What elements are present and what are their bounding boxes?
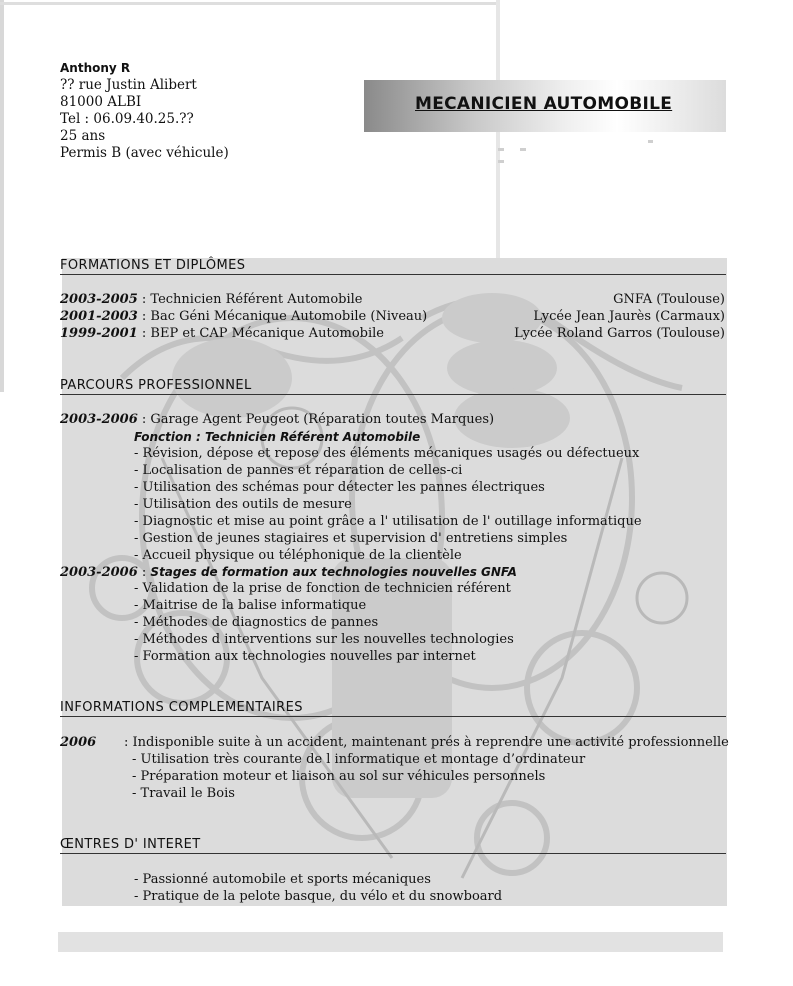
formation-years: 2003-2005: [60, 292, 138, 307]
list-item: - Préparation moteur et liaison au sol sur véhicules personnels: [132, 769, 546, 784]
formation-desc: : BEP et CAP Mécanique Automobile: [137, 326, 384, 341]
list-item: - Révision, dépose et repose des éléments mécaniques usagés ou défectueux: [134, 446, 640, 461]
candidate-name: Anthony R: [60, 61, 131, 75]
formation-desc: : Bac Géni Mécanique Automobile (Niveau): [137, 309, 428, 324]
list-item: - Travail le Bois: [132, 786, 235, 801]
city-line: 81000 ALBI: [60, 94, 142, 110]
list-item: - Utilisation très courante de l informatique et montage d’ordinateur: [132, 752, 586, 767]
footer-bar: [58, 932, 723, 952]
list-item: - Utilisation des outils de mesure: [134, 497, 352, 512]
list-item: - Passionné automobile et sports mécaniques: [134, 872, 431, 887]
section-title-infos: INFORMATIONS COMPLEMENTAIRES: [60, 700, 303, 715]
info-year: 2006: [60, 735, 97, 750]
list-item: - Formation aux technologies nouvelles par internet: [134, 649, 476, 664]
phone-line: Tel : 06.09.40.25.??: [60, 111, 194, 127]
formation-years: 2001-2003: [60, 309, 138, 324]
section-rule: [60, 853, 726, 854]
license-line: Permis B (avec véhicule): [60, 145, 229, 161]
job-years: 2003-2006: [60, 565, 138, 580]
section-rule: [60, 394, 726, 395]
job-row-1: [60, 412, 494, 428]
info-row: [60, 735, 96, 751]
top-edge-line: [0, 2, 496, 5]
section-title-interets: ŒNTRES D' INTERET: [60, 837, 201, 852]
formation-row-2: [60, 309, 427, 325]
job-title: MECANICIEN AUTOMOBILE: [415, 94, 673, 114]
list-item: - Maitrise de la balise informatique: [134, 598, 367, 613]
age-line: 25 ans: [60, 128, 106, 144]
list-item: - Validation de la prise de fonction de technicien référent: [134, 581, 511, 596]
list-item: - Utilisation des schémas pour détecter les pannes électriques: [134, 480, 545, 495]
list-item: - Méthodes de diagnostics de pannes: [134, 615, 379, 630]
formation-desc: : Technicien Référent Automobile: [137, 292, 363, 307]
info-desc: : Indisponible suite à un accident, maintenant prés à reprendre une activité professionnelle: [124, 735, 729, 750]
address-line: ?? rue Justin Alibert: [60, 77, 197, 93]
section-title-parcours: PARCOURS PROFESSIONNEL: [60, 378, 252, 393]
job-desc: : Garage Agent Peugeot (Réparation toutes Marques): [137, 412, 495, 427]
job-row-2: [60, 564, 517, 581]
formation-row-3: [60, 326, 384, 342]
job-years: 2003-2006: [60, 412, 138, 427]
formation-school: GNFA (Toulouse): [613, 292, 725, 307]
job-desc: Stages de formation aux technologies nouvelles GNFA: [150, 565, 517, 579]
left-edge-strip: [0, 0, 4, 392]
formation-years: 1999-2001: [60, 326, 138, 341]
contact-block: [60, 60, 229, 162]
list-item: - Pratique de la pelote basque, du vélo et du snowboard: [134, 889, 503, 904]
section-rule: [60, 274, 726, 275]
list-item: - Localisation de pannes et réparation de celles-ci: [134, 463, 463, 478]
section-title-formations: FORMATIONS ET DIPLÔMES: [60, 258, 246, 273]
list-item: - Gestion de jeunes stagiaires et supervision d' entretiens simples: [134, 531, 568, 546]
list-item: - Accueil physique ou téléphonique de la clientèle: [134, 548, 462, 563]
list-item: - Diagnostic et mise au point grâce a l' utilisation de l' outillage informatique: [134, 514, 642, 529]
list-item: - Méthodes d interventions sur les nouvelles technologies: [134, 632, 514, 647]
job-sep: :: [137, 565, 151, 580]
formation-school: Lycée Jean Jaurès (Carmaux): [533, 309, 725, 324]
section-rule: [60, 716, 726, 717]
formation-school: Lycée Roland Garros (Toulouse): [514, 326, 725, 341]
job-function: Fonction : Technicien Référent Automobile: [134, 430, 421, 444]
formation-row-1: [60, 292, 363, 308]
